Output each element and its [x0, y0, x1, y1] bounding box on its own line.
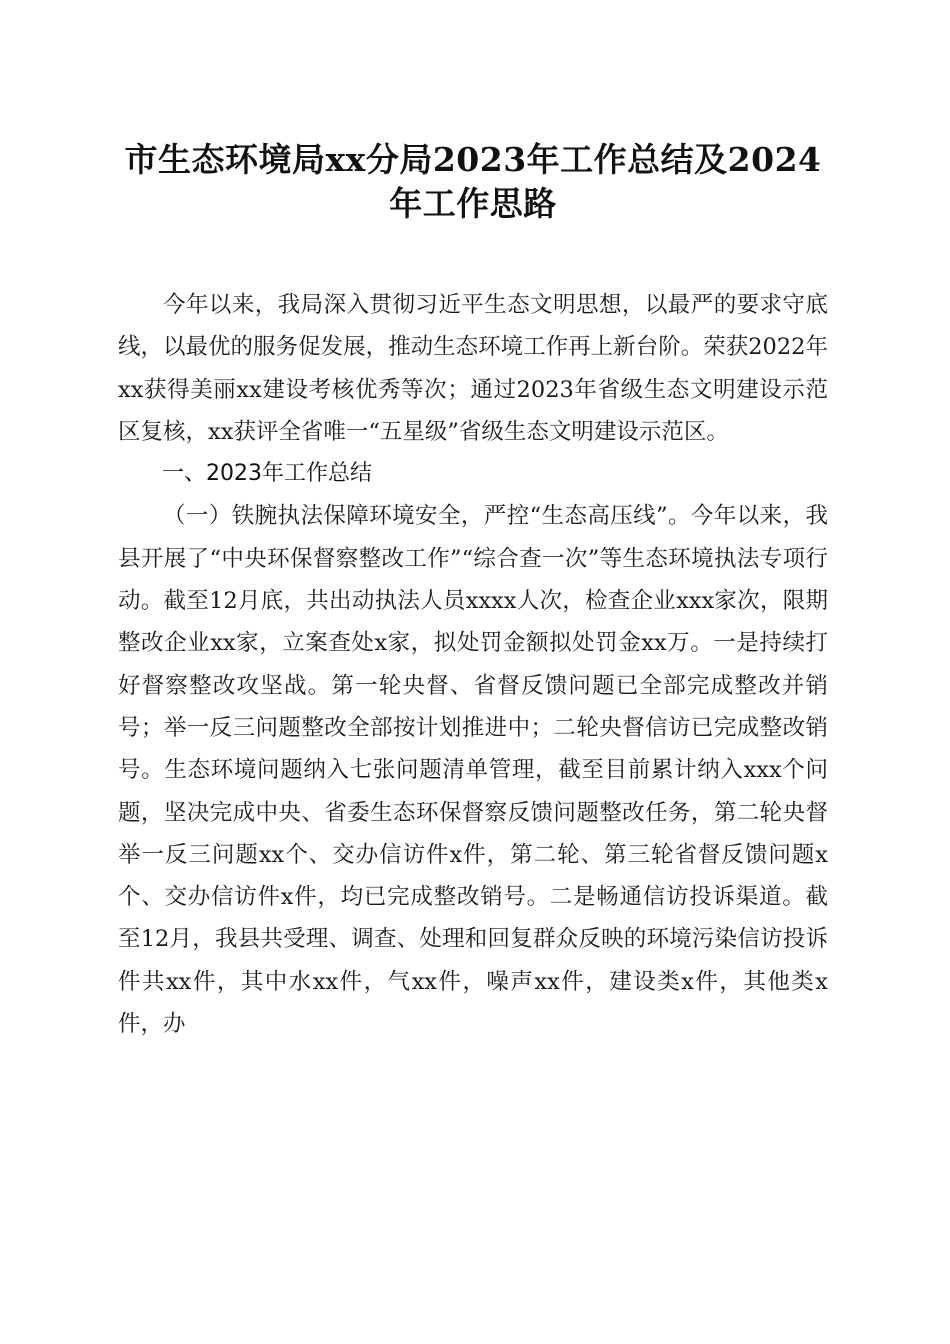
intro-paragraph: 今年以来，我局深入贯彻习近平生态文明思想，以最严的要求守底线，以最优的服务促发展，推动生态环境工作再上新台阶。荣获2022年xx获得美丽xx建设考核优秀等次；通过2023年省级生态文明建设示范区复核，xx获评全省唯一“五星级”省级生态文明建设示范区。 — [118, 292, 828, 445]
title-line-1: 市生态环境局xx分局2023年工作总结及2024 — [124, 140, 822, 179]
title-line-2: 年工作思路 — [389, 184, 557, 223]
section-paragraph: （一）铁腕执法保障环境安全，严控“生态高压线”。今年以来，我县开展了“中央环保督察整改工作”“综合查一次”等生态环境执法专项行动。截至12月底，共出动执法人员xxxx人次，检查企业xxx家次，限期整改企业xx家，立案查处x家，拟处罚金额拟处罚金xx万。一是持续打好督察整改攻坚战。第一轮央督、省督反馈问题已全部完成整改并销号；举一反三问题整改全部按计划推进中；二轮央督信访已完成整改销号。生态环境问题纳入七张问题清单管理，截至目前累计纳入xxx个问题，坚决完成中央、省委生态环保督察反馈问题整改任务，第二轮央督举一反三问题xx个、交办信访件x件，第二轮、第三轮省督反馈问题x个、交办信访件x件，均已完成整改销号。二是畅通信访投诉渠道。截至12月，我县共受理、调查、处理和回复群众反映的环境污染信访投诉件共xx件，其中水xx件，气xx件，噪声xx件，建设类x件，其他类x件，办 — [118, 503, 828, 1038]
document-title — [118, 138, 828, 226]
section-heading: 一、2023年工作总结 — [162, 461, 372, 487]
document-body — [118, 284, 828, 1045]
document-page — [118, 138, 828, 1045]
